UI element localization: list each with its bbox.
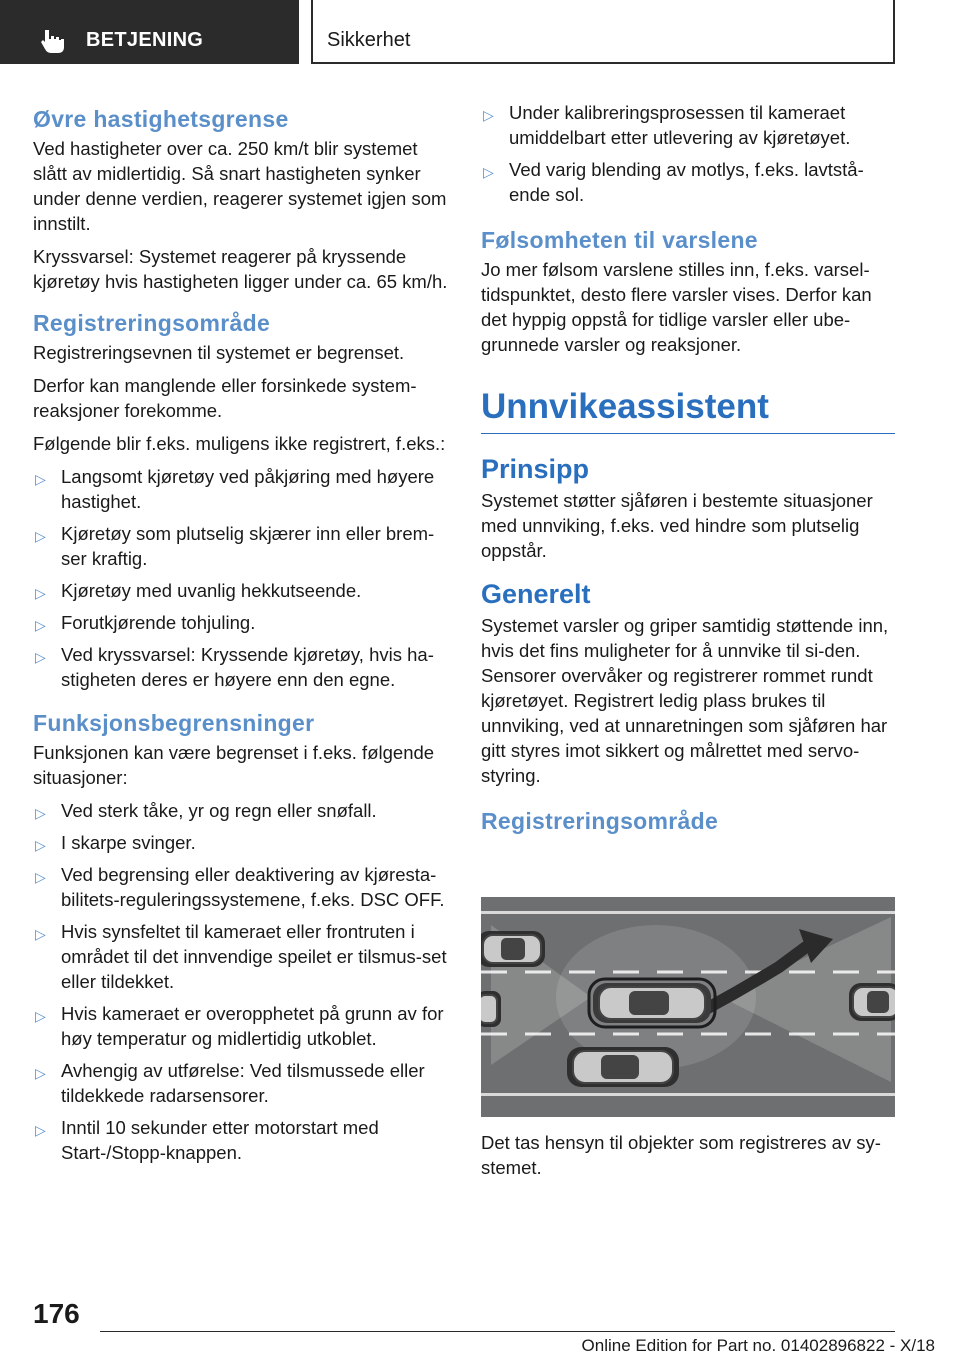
list-item: ▷ Ved kryssvarsel: Kryssende kjøretøy, hvis ha-stigheten deres er høyere enn den egne. <box>35 644 434 690</box>
list-item: ▷ Ved varig blending av motlys, f.eks. lavtstå-ende sol. <box>483 159 864 205</box>
continued-list <box>481 100 895 207</box>
list-item: ▷ Ved sterk tåke, yr og regn eller snøfall. <box>33 798 448 823</box>
triangle-bullet-icon: ▷ <box>483 107 494 123</box>
vehicle-middle-left <box>481 991 501 1027</box>
figure-caption: Det tas hensyn til objekter som registreres av sy-stemet. <box>481 1132 881 1178</box>
paragraph: Følgende blir f.eks. muligens ikke registrert, f.eks.: <box>33 433 446 454</box>
page-number: 176 <box>33 1298 80 1329</box>
triangle-bullet-icon: ▷ <box>35 649 46 665</box>
triangle-bullet-icon: ▷ <box>35 471 46 487</box>
heading-detection-range: Registreringsområde <box>33 310 271 336</box>
road-diagram <box>481 897 895 1117</box>
paragraph: Systemet støtter sjåføren i bestemte situasjoner med unnviking, f.eks. ved hindre som plutselig oppstår. <box>481 490 873 561</box>
paragraph: Kryssvarsel: Systemet reagerer på kryssende kjøretøy hvis hastigheten ligger under ca. 65 km/h. <box>33 246 448 292</box>
left-column <box>33 100 448 1172</box>
list-item: ▷ Kjøretøy som plutselig skjærer inn eller brem-ser kraftig. <box>35 523 435 569</box>
triangle-bullet-icon: ▷ <box>35 869 46 885</box>
paragraph: Registreringsevnen til systemet er begrenset. <box>33 342 405 363</box>
chapter-title: Unnvikeassistent <box>481 385 895 434</box>
evasion-assist-illustration <box>481 897 895 1117</box>
triangle-bullet-icon: ▷ <box>35 528 46 544</box>
paragraph: Jo mer følsom varslene stilles inn, f.eks. varsel-tidspunktet, desto flere varsler vises. Derfor kan det hyppig oppstå for tidlige varsler eller ube-grunnede varsler og reaksjoner. <box>481 259 872 355</box>
road-edge-line <box>481 911 895 914</box>
triangle-bullet-icon: ▷ <box>35 837 46 853</box>
heading-function-limits: Funksjonsbegrensninger <box>33 710 315 736</box>
header-topic-label: Sikkerhet <box>327 29 411 51</box>
triangle-bullet-icon: ▷ <box>35 926 46 942</box>
heading-upper-speed-limit: Øvre hastighetsgrense <box>33 106 289 132</box>
own-vehicle <box>589 979 715 1027</box>
list-item: ▷ Avhengig av utførelse: Ved tilsmussede eller tildekkede radarsensorer. <box>35 1060 425 1106</box>
right-column <box>481 100 895 838</box>
list-item: ▷ Kjøretøy med uvanlig hekkutseende. <box>33 578 448 603</box>
pointing-hand-icon <box>40 28 66 54</box>
list-item: ▷ Inntil 10 sekunder etter motorstart med Start-/Stopp-knappen. <box>35 1117 379 1163</box>
list-item: ▷ Ved begrensing eller deaktivering av kjøresta-bilitets-reguleringssystemene, f.eks. DSC OFF. <box>35 864 445 910</box>
triangle-bullet-icon: ▷ <box>35 1008 46 1024</box>
list-item: ▷ Langsomt kjøretøy ved påkjøring med høyere hastighet. <box>35 466 435 512</box>
triangle-bullet-icon: ▷ <box>35 1122 46 1138</box>
heading-warning-sensitivity: Følsomheten til varslene <box>481 227 758 253</box>
heading-general: Generelt <box>481 579 591 609</box>
footer-edition: Online Edition for Part no. 01402896822 - X/18 <box>581 1336 935 1355</box>
triangle-bullet-icon: ▷ <box>483 164 494 180</box>
list-item: ▷ Forutkjørende tohjuling. <box>33 610 448 635</box>
triangle-bullet-icon: ▷ <box>35 1065 46 1081</box>
header-topic-box <box>311 0 895 64</box>
list-item: ▷ I skarpe svinger. <box>33 830 448 855</box>
paragraph: Derfor kan manglende eller forsinkede system-reaksjoner forekomme. <box>33 375 417 421</box>
list-item: ▷ Hvis synsfeltet til kameraet eller frontruten i området til det innvendige speilet er tilsmus-set eller tildekket. <box>35 921 447 992</box>
header-section-label: BETJENING <box>86 29 204 51</box>
heading-principle: Prinsipp <box>481 454 590 484</box>
vehicle-front-right <box>849 983 895 1021</box>
function-limits-list <box>33 798 448 1165</box>
vehicle-front-left <box>481 931 545 967</box>
list-item: ▷ Under kalibreringsprosessen til kameraet umiddelbart etter utlevering av kjøretøyet. <box>483 102 851 148</box>
triangle-bullet-icon: ▷ <box>35 805 46 821</box>
paragraph: Systemet varsler og griper samtidig støttende inn, hvis det fins muligheter for å unnvike til si-den. Sensorer overvåker og registrerer rommet rundt kjøretøyet. Registrert ledig plass brukes til unnviking, ved at unnaretningen som sjåføren har gitt styres imot sikkert og målrettet med servo-styring. <box>481 615 889 786</box>
detection-limits-list <box>33 464 448 692</box>
triangle-bullet-icon: ▷ <box>35 585 46 601</box>
paragraph: Ved hastigheter over ca. 250 km/t blir systemet slått av midlertidig. Så snart hastigheten synker under denne verdien, reagerer systemet igjen som innstilt. <box>33 138 447 234</box>
triangle-bullet-icon: ▷ <box>35 617 46 633</box>
vehicle-lower <box>567 1047 679 1087</box>
header-section-tab <box>0 0 299 64</box>
road-edge-line <box>481 1093 895 1096</box>
paragraph: Funksjonen kan være begrenset i f.eks. følgende situasjoner: <box>33 742 435 788</box>
footer-divider <box>100 1331 895 1332</box>
list-item: ▷ Hvis kameraet er overopphetet på grunn av for høy temperatur og midlertidig utkoblet. <box>35 1003 444 1049</box>
heading-detection-range-2: Registreringsområde <box>481 808 719 834</box>
